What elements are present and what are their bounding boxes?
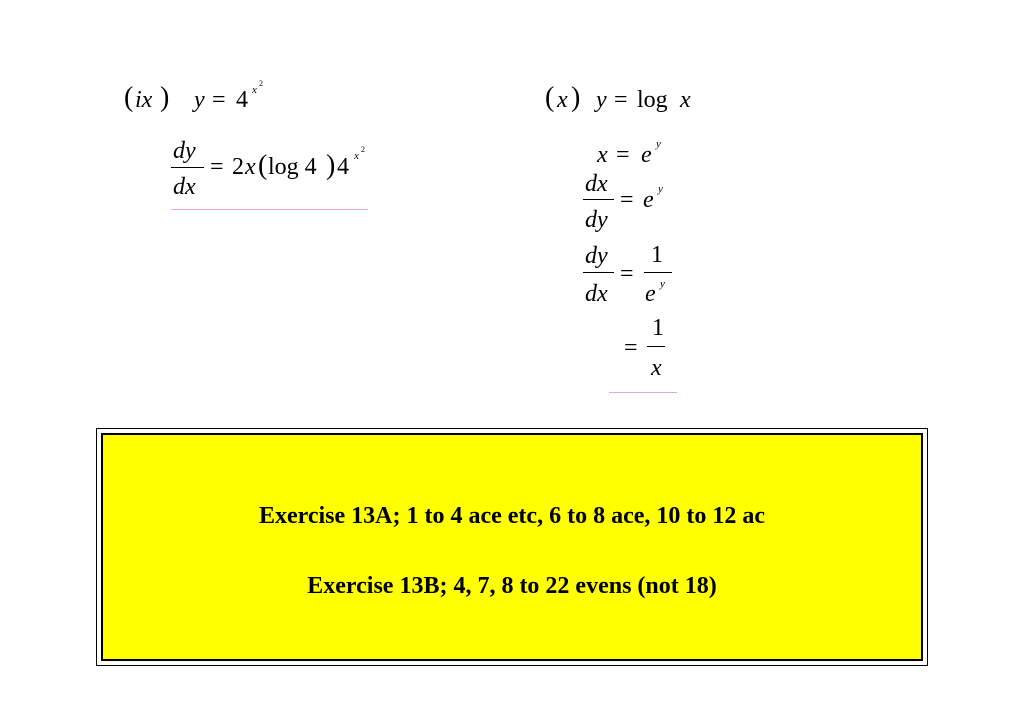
ix-deriv-equals: =	[210, 154, 224, 180]
x-log-arg: x	[680, 87, 691, 113]
x3-base-e: e	[643, 187, 654, 213]
label-ix: ix	[135, 87, 153, 113]
ix-base-4: 4	[236, 87, 248, 113]
label-x-open-paren: (	[545, 82, 555, 113]
ix-rhs-exp-pow: 2	[361, 145, 365, 154]
ix-answer-underline	[171, 209, 368, 210]
label-x-close-paren: )	[571, 82, 581, 113]
x4-num: dy	[585, 243, 608, 269]
x5-fraction-bar	[647, 346, 665, 347]
ix-log-text: log 4	[268, 154, 317, 180]
ix-equals: =	[212, 87, 226, 113]
exercise-13a: Exercise 13A; 1 to 4 ace etc, 6 to 8 ace, 10 to 12 ac	[258, 503, 766, 529]
x2-equals: =	[616, 142, 630, 168]
x4-rhs-den-exp: y	[660, 278, 665, 290]
ix-exp-x: x	[252, 84, 257, 96]
ix-log-close: )	[326, 150, 336, 181]
exercise-box	[96, 428, 928, 666]
x-lhs-y: y	[596, 87, 607, 113]
x4-den: dx	[585, 281, 608, 307]
ix-fraction-bar	[171, 167, 204, 168]
ix-rhs-exp-x: x	[354, 150, 359, 162]
x5-num: 1	[652, 315, 664, 341]
x4-equals: =	[620, 261, 634, 287]
x2-exp-y: y	[656, 138, 661, 150]
label-close-paren: )	[160, 82, 170, 113]
x4-fraction-bar	[583, 272, 614, 273]
ix-var-x: x	[245, 154, 256, 180]
x-answer-underline	[609, 392, 677, 393]
x2-lhs: x	[597, 142, 608, 168]
ix-exp-pow: 2	[259, 79, 263, 88]
x3-equals: =	[620, 187, 634, 213]
ix-coef: 2	[232, 154, 244, 180]
x3-fraction-bar	[583, 199, 614, 200]
ix-log-open: (	[258, 150, 268, 181]
ix-base-4-rhs: 4	[337, 154, 349, 180]
exercise-13b: Exercise 13B; 4, 7, 8 to 22 evens (not 18)	[307, 573, 717, 599]
x5-equals: =	[624, 335, 638, 361]
x-log: log	[637, 87, 668, 113]
x-equals: =	[614, 87, 628, 113]
x3-num: dx	[585, 171, 608, 197]
x4-rhs-fraction-bar	[644, 272, 672, 273]
x3-den: dy	[585, 207, 608, 233]
label-open-paren: (	[124, 82, 134, 113]
x5-den: x	[651, 355, 662, 381]
x4-rhs-den-e: e	[645, 281, 656, 307]
ix-lhs-y: y	[194, 87, 205, 113]
label-x: x	[557, 87, 568, 113]
exercise-highlight	[101, 433, 923, 661]
x4-rhs-num: 1	[651, 242, 663, 268]
x3-exp-y: y	[658, 183, 663, 195]
x2-base-e: e	[641, 142, 652, 168]
ix-deriv-num: dy	[173, 138, 196, 164]
ix-deriv-den: dx	[173, 174, 196, 200]
